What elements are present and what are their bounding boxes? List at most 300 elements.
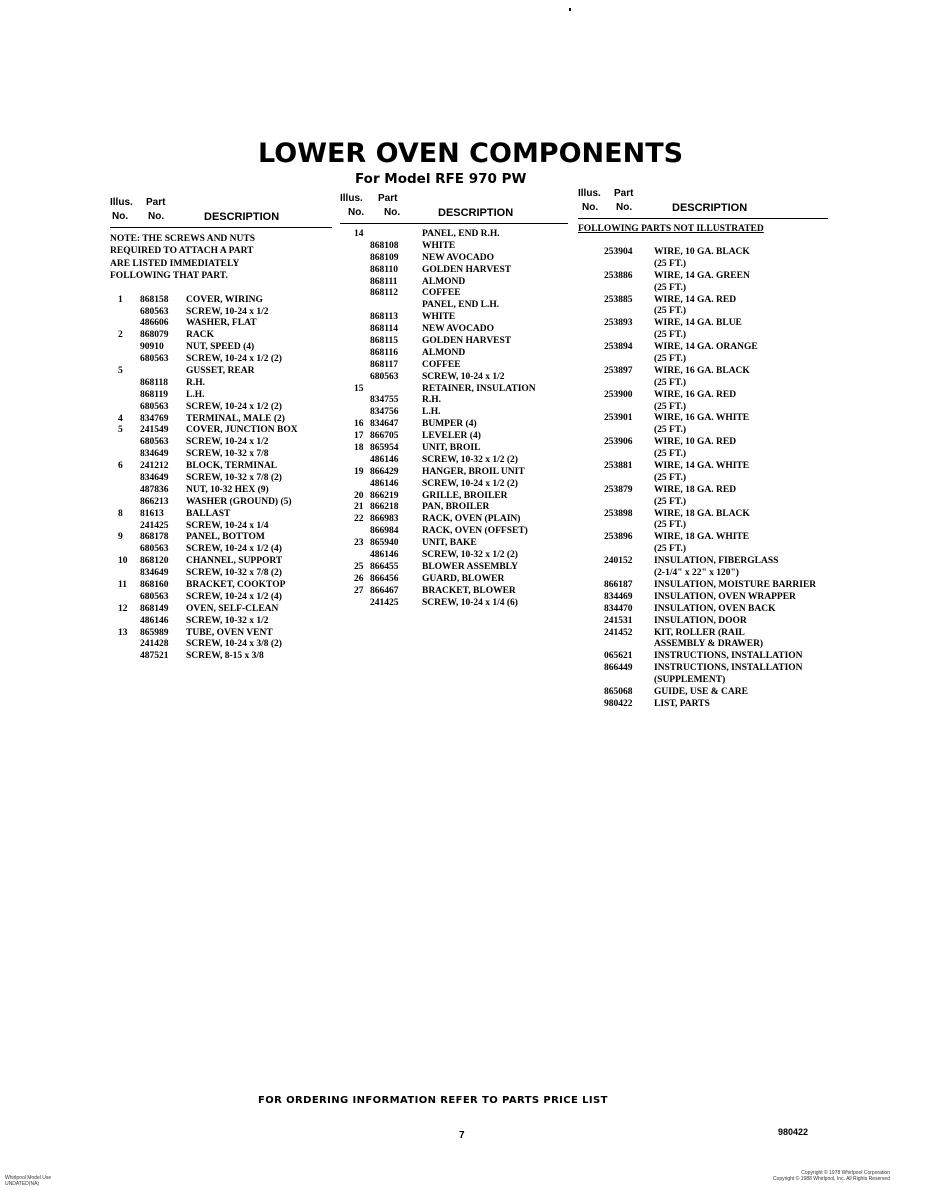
part-header: Part [614, 188, 634, 199]
part-number: 865954 [370, 443, 399, 454]
part-description: LEVELER (4) [422, 431, 481, 442]
part-number: 834755 [370, 395, 399, 406]
part-number: 680563 [140, 544, 169, 555]
parts-column-2 [340, 193, 568, 610]
part-description: (25 FT.) [654, 472, 687, 483]
part-row [340, 265, 568, 277]
part-number: 253885 [604, 294, 633, 305]
part-number: 680563 [140, 354, 169, 365]
part-description: GUIDE, USE & CARE [654, 686, 748, 697]
part-number: 486146 [140, 615, 169, 626]
part-row [110, 425, 332, 437]
illus-number: 9 [118, 532, 123, 543]
part-description: SCREW, 8-15 x 3/8 [186, 651, 264, 662]
part-number: 253894 [604, 342, 633, 353]
part-description: L.H. [422, 407, 441, 418]
part-number: 868115 [370, 336, 398, 347]
part-description: BUMPER (4) [422, 419, 477, 430]
part-row [340, 312, 568, 324]
part-number: 486146 [370, 478, 399, 489]
part-row [110, 568, 332, 580]
part-row [578, 627, 828, 639]
part-description: SCREW, 10-32 x 7/8 (2) [186, 472, 282, 483]
part-number: 241425 [140, 520, 169, 531]
ordering-footer: FOR ORDERING INFORMATION REFER TO PARTS PRICE LIST [258, 1095, 608, 1106]
illus-number: 25 [354, 561, 364, 572]
part-row [340, 443, 568, 455]
part-description: WHITE [422, 312, 456, 323]
part-description: (25 FT.) [654, 425, 687, 436]
part-number: 253886 [604, 270, 633, 281]
part-number: 980422 [604, 698, 633, 709]
part-description: CHANNEL, SUPPORT [186, 556, 283, 567]
part-number: 868117 [370, 359, 398, 370]
part-description: WIRE, 10 GA. BLACK [654, 247, 750, 257]
part-row [340, 491, 568, 503]
part-description: PANEL, BOTTOM [186, 532, 265, 543]
header-rule [110, 227, 332, 228]
part-row [578, 484, 828, 496]
part-row [110, 509, 332, 521]
part-number: 241452 [604, 627, 633, 638]
part-description: WIRE, 14 GA. BLUE [654, 318, 742, 329]
part-description: RACK, OVEN (PLAIN) [422, 514, 521, 525]
part-row [578, 282, 828, 294]
part-row [340, 348, 568, 360]
part-description: COFFEE [422, 288, 461, 299]
part-number: 241428 [140, 639, 169, 650]
part-row [578, 353, 828, 365]
part-number: 240152 [604, 556, 633, 567]
part-number: 868149 [140, 603, 169, 614]
part-number: 866213 [140, 496, 169, 507]
part-number: 253901 [604, 413, 633, 424]
part-row [578, 294, 828, 306]
parts-list [578, 246, 828, 710]
part-row [340, 574, 568, 586]
part-description: COFFEE [422, 359, 461, 370]
part-number: 868118 [140, 377, 168, 388]
part-row [578, 508, 828, 520]
part-description: ALMOND [422, 347, 466, 358]
part-number: 866456 [370, 573, 399, 584]
part-number: 866187 [604, 579, 633, 590]
part-number: 680563 [140, 306, 169, 317]
part-row [340, 598, 568, 610]
parts-column-3 [578, 188, 828, 710]
part-description: (25 FT.) [654, 496, 687, 507]
illus-number: 17 [354, 431, 364, 442]
part-row [340, 229, 568, 241]
part-description: TERMINAL, MALE (2) [186, 413, 285, 424]
part-number: 253881 [604, 461, 633, 472]
part-description: KIT, ROLLER (RAIL [654, 627, 745, 638]
part-header: Part [378, 193, 398, 204]
part-description: WIRE, 14 GA. RED [654, 294, 737, 305]
part-description: COVER, WIRING [186, 294, 263, 305]
part-row [110, 318, 332, 330]
part-row [340, 502, 568, 514]
header-rule [340, 223, 568, 224]
part-number: 486146 [370, 454, 399, 465]
part-number: 241531 [604, 615, 633, 626]
part-row [578, 317, 828, 329]
part-number: 865068 [604, 686, 633, 697]
part-row [578, 650, 828, 662]
part-number: 680563 [370, 371, 399, 382]
part-row [578, 258, 828, 270]
part-row [340, 431, 568, 443]
part-row [578, 305, 828, 317]
part-description: SCREW, 10-24 x 1/4 (6) [422, 597, 518, 608]
part-number: 834469 [604, 591, 633, 602]
part-number: 868158 [140, 294, 169, 305]
part-description: SCREW, 10-24 x 1/2 [186, 437, 269, 448]
part-row [578, 377, 828, 389]
part-number: 865989 [140, 627, 169, 638]
part-number: 866218 [370, 502, 399, 513]
part-row [340, 395, 568, 407]
part-description: GOLDEN HARVEST [422, 336, 512, 347]
part-number: 865940 [370, 538, 399, 549]
illus-number: 19 [354, 466, 364, 477]
part-description: WIRE, 10 GA. RED [654, 437, 737, 448]
header-rule [578, 218, 828, 219]
part-number: 868110 [370, 264, 398, 275]
part-description: RACK [186, 330, 214, 341]
part-description: (25 FT.) [654, 449, 687, 460]
illus-number: 5 [118, 365, 123, 376]
part-row [578, 496, 828, 508]
part-description: PANEL, END L.H. [422, 300, 500, 311]
part-number: 241212 [140, 461, 169, 472]
part-number: 866455 [370, 561, 399, 572]
part-row [340, 479, 568, 491]
description-header: DESCRIPTION [204, 211, 280, 223]
part-row [110, 616, 332, 628]
model-note: Whirlpool Model Use UNDATED(NA) [5, 1175, 52, 1187]
part-description: WASHER, FLAT [186, 318, 257, 329]
part-description: COVER, JUNCTION BOX [186, 425, 298, 436]
part-row [578, 448, 828, 460]
part-description: UNIT, BAKE [422, 538, 477, 549]
part-row [110, 402, 332, 414]
part-description: PAN, BROILER [422, 502, 490, 513]
part-number: 680563 [140, 401, 169, 412]
part-number: 866429 [370, 466, 399, 477]
part-description: TUBE, OVEN VENT [186, 627, 273, 638]
part-row [578, 603, 828, 615]
part-description: HANGER, BROIL UNIT [422, 466, 525, 477]
parts-list [110, 295, 332, 664]
part-number: 486606 [140, 318, 169, 329]
part-number: 868111 [370, 276, 398, 287]
part-row [110, 390, 332, 402]
part-number: 680563 [140, 591, 169, 602]
part-description: SCREW, 10-24 x 1/4 [186, 520, 269, 531]
illus-header: Illus. [340, 193, 363, 204]
part-description: WIRE, 14 GA. GREEN [654, 270, 750, 281]
part-number: 834649 [140, 568, 169, 579]
part-description: RACK, OVEN (OFFSET) [422, 526, 528, 537]
column-header [578, 188, 828, 218]
part-number: 065621 [604, 651, 633, 662]
part-row [110, 473, 332, 485]
illus-number: 2 [118, 330, 123, 341]
part-row [578, 567, 828, 579]
part-description: (25 FT.) [654, 330, 687, 341]
part-row [110, 307, 332, 319]
part-row [578, 270, 828, 282]
illus-number: 20 [354, 490, 364, 501]
illus-number: 22 [354, 514, 364, 525]
part-row [110, 378, 332, 390]
part-row [578, 412, 828, 424]
part-row [578, 555, 828, 567]
part-description: BRACKET, COOKTOP [186, 580, 286, 590]
part-description: (25 FT.) [654, 306, 687, 317]
part-description: (25 FT.) [654, 520, 687, 531]
part-description: R.H. [186, 377, 205, 388]
part-description: (2-1/4" x 22" x 120") [654, 568, 739, 579]
column-header [340, 193, 568, 223]
part-row [578, 424, 828, 436]
part-row [340, 253, 568, 265]
part-description: WIRE, 16 GA. BLACK [654, 365, 750, 376]
part-description: PANEL, END R.H. [422, 229, 500, 239]
illus-number: 1 [118, 294, 123, 305]
part-row [340, 241, 568, 253]
part-row [340, 324, 568, 336]
part-number: 868108 [370, 240, 399, 251]
part-number: 834649 [140, 472, 169, 483]
part-row [340, 277, 568, 289]
part-description: WIRE, 18 GA. RED [654, 484, 737, 495]
part-description: LIST, PARTS [654, 698, 710, 709]
no-header: No. [112, 211, 129, 222]
part-description: SCREW, 10-24 x 3/8 (2) [186, 639, 282, 650]
part-number: 834756 [370, 407, 399, 418]
part-description: SCREW, 10-24 x 1/2 (4) [186, 544, 282, 555]
part-description: INSULATION, MOISTURE BARRIER [654, 579, 817, 590]
part-row [578, 615, 828, 627]
illus-header: Illus. [578, 188, 601, 199]
part-row [578, 401, 828, 413]
column-header [110, 197, 332, 227]
part-number: 834649 [140, 449, 169, 460]
part-row [340, 526, 568, 538]
part-description: SCREW, 10-24 x 1/2 (2) [422, 478, 518, 489]
part-number: 868178 [140, 532, 169, 543]
part-number: 253896 [604, 532, 633, 543]
part-number: 253893 [604, 318, 633, 329]
illus-number: 16 [354, 419, 364, 430]
part-description: (25 FT.) [654, 354, 687, 365]
part-number: 834470 [604, 603, 633, 614]
part-row [340, 562, 568, 574]
part-description: WIRE, 16 GA. WHITE [654, 413, 750, 424]
part-row [110, 651, 332, 663]
part-description: WIRE, 14 GA. ORANGE [654, 342, 758, 353]
part-description: SCREW, 10-32 x 7/8 [186, 449, 269, 460]
part-number: 834769 [140, 413, 169, 424]
part-number: 868119 [140, 389, 168, 400]
part-description: GUSSET, REAR [186, 365, 255, 376]
part-description: (25 FT.) [654, 544, 687, 555]
part-description: (25 FT.) [654, 377, 687, 388]
part-number: 868113 [370, 312, 398, 323]
part-description: INSTRUCTIONS, INSTALLATION [654, 663, 803, 674]
part-description: NUT, 10-32 HEX (9) [186, 484, 269, 495]
illus-number: 21 [354, 502, 364, 513]
part-description: BALLAST [186, 508, 231, 519]
part-description: NEW AVOCADO [422, 324, 495, 335]
part-number: 866705 [370, 431, 399, 442]
illus-header: Illus. [110, 197, 133, 208]
part-row [578, 591, 828, 603]
part-description: INSTRUCTIONS, INSTALLATION [654, 651, 803, 662]
part-description: SCREW, 10-32 x 7/8 (2) [186, 568, 282, 579]
part-row [340, 586, 568, 598]
part-description: INSULATION, DOOR [654, 615, 747, 626]
illus-number: 11 [118, 580, 127, 590]
part-number: 253900 [604, 389, 633, 400]
parts-list [340, 229, 568, 610]
part-description: UNIT, BROIL [422, 443, 481, 454]
part-row [110, 556, 332, 568]
illus-number: 12 [118, 603, 128, 614]
part-description: OVEN, SELF-CLEAN [186, 603, 279, 614]
part-row [110, 592, 332, 604]
part-row [110, 354, 332, 366]
no-header: No. [616, 202, 633, 213]
part-description: INSULATION, OVEN WRAPPER [654, 591, 796, 602]
illus-number: 5 [118, 425, 123, 436]
part-description: BLOWER ASSEMBLY [422, 561, 519, 572]
part-row [340, 372, 568, 384]
page-title: LOWER OVEN COMPONENTS [258, 138, 684, 169]
description-header: DESCRIPTION [438, 207, 514, 219]
document-number: 980422 [778, 1127, 809, 1137]
part-row [110, 485, 332, 497]
part-row [110, 628, 332, 640]
part-number: 868112 [370, 288, 398, 299]
no-header: No. [148, 211, 165, 222]
part-row [578, 698, 828, 710]
illus-number: 18 [354, 443, 364, 454]
part-number: 868109 [370, 252, 399, 263]
part-row [340, 288, 568, 300]
illus-number: 10 [118, 556, 128, 567]
part-row [578, 638, 828, 650]
note-text: NOTE: THE SCREWS AND NUTS REQUIRED TO ATTACH A PART ARE LISTED IMMEDIATELY FOLLOWING THAT PART. [110, 234, 256, 282]
part-number: 680563 [140, 437, 169, 448]
part-description: ALMOND [422, 276, 466, 287]
part-description: GRILLE, BROILER [422, 490, 508, 501]
part-row [578, 389, 828, 401]
part-number: 241549 [140, 425, 169, 436]
part-description: BRACKET, BLOWER [422, 585, 516, 596]
part-number: 253904 [604, 247, 633, 257]
part-row [110, 461, 332, 473]
part-row [340, 407, 568, 419]
part-number: 866983 [370, 514, 399, 525]
part-description: SCREW, 10-32 x 1/2 (2) [422, 454, 518, 465]
part-number: 868114 [370, 324, 398, 335]
part-row [110, 544, 332, 556]
illus-number: 13 [118, 627, 128, 638]
part-row [110, 604, 332, 616]
part-row [340, 550, 568, 562]
part-row [340, 384, 568, 396]
part-row [110, 449, 332, 461]
part-number: 834647 [370, 419, 399, 430]
copyright-note: Copyright © 1978 Whirlpool Corporation Copyright © 1988 Whirlpool, Inc. All Rights Reserved [772, 1170, 890, 1182]
part-row [110, 639, 332, 651]
part-row [110, 366, 332, 378]
part-row [578, 531, 828, 543]
part-number: 253898 [604, 508, 633, 519]
illus-number: 27 [354, 585, 364, 596]
part-number: 868120 [140, 556, 169, 567]
part-description: SCREW, 10-24 x 1/2 [186, 306, 269, 317]
part-description: (25 FT.) [654, 258, 687, 269]
part-description: R.H. [422, 395, 441, 406]
part-row [578, 460, 828, 472]
part-row [340, 336, 568, 348]
part-description: WHITE [422, 240, 456, 251]
part-row [110, 295, 332, 307]
part-row [340, 360, 568, 372]
part-row [110, 521, 332, 533]
part-description: RETAINER, INSULATION [422, 383, 536, 394]
part-number: 868116 [370, 347, 398, 358]
part-row [578, 519, 828, 531]
part-description: GUARD, BLOWER [422, 573, 505, 584]
part-row [340, 455, 568, 467]
page-number: 7 [459, 1130, 465, 1141]
part-row [110, 437, 332, 449]
part-description: INSULATION, OVEN BACK [654, 603, 776, 614]
illus-number: 26 [354, 573, 364, 584]
part-number: 866449 [604, 663, 633, 674]
part-description: WIRE, 18 GA. BLACK [654, 508, 750, 519]
part-number: 253906 [604, 437, 633, 448]
part-description: ASSEMBLY & DRAWER) [654, 639, 764, 650]
illus-number: 8 [118, 508, 123, 519]
part-description: WIRE, 14 GA. WHITE [654, 461, 750, 472]
illus-number: 15 [354, 383, 364, 394]
part-description: WIRE, 16 GA. RED [654, 389, 737, 400]
part-number: 866984 [370, 526, 399, 537]
part-description: SCREW, 10-32 x 1/2 [186, 615, 269, 626]
part-number: 868079 [140, 330, 169, 341]
part-row [110, 342, 332, 354]
no-header: No. [384, 207, 401, 218]
part-number: 487836 [140, 484, 169, 495]
no-header: No. [348, 207, 365, 218]
model-subtitle: For Model RFE 970 PW [355, 171, 527, 187]
part-row [340, 419, 568, 431]
part-header: Part [146, 197, 166, 208]
part-number: 90910 [140, 342, 164, 353]
part-description: GOLDEN HARVEST [422, 264, 512, 275]
part-description: NEW AVOCADO [422, 252, 495, 263]
part-description: NUT, SPEED (4) [186, 342, 255, 353]
part-row [578, 436, 828, 448]
part-number: 866219 [370, 490, 399, 501]
illus-number: 4 [118, 413, 123, 424]
